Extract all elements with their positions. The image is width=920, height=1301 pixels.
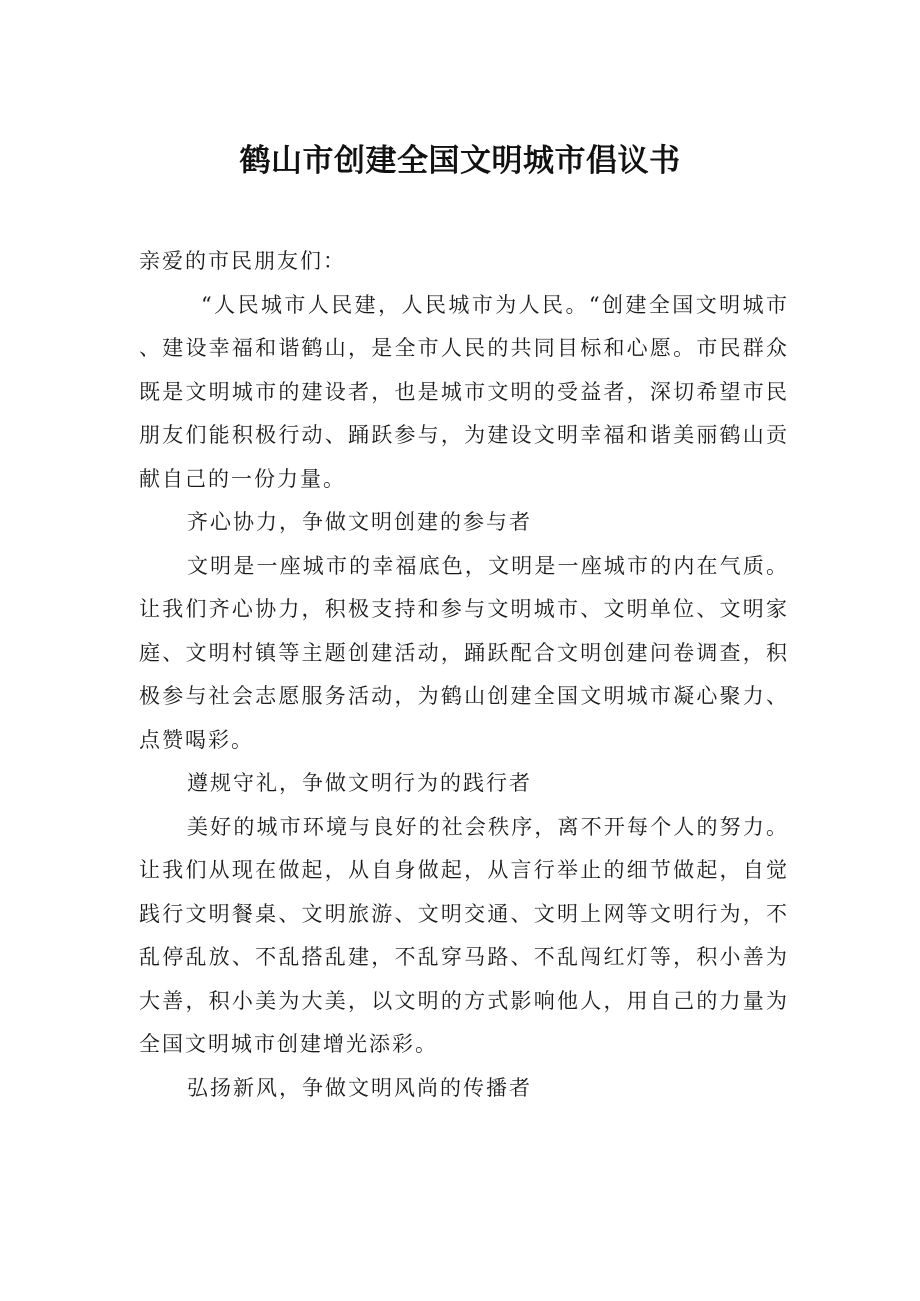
- salutation: 亲爱的市民朋友们：: [139, 249, 346, 273]
- document-body: [139, 240, 789, 1110]
- paragraph-intro: “人民城市人民建，人民城市为人民。“创建全国文明城市、建设幸福和谐鹤山，是全市人民的共同目标和心愿。市民群众既是文明城市的建设者，也是城市文明的受益者，深切希望市民朋友们能积极行动、踊跃参与，为建设文明幸福和谐美丽鹤山贡献自己的一份力量。: [139, 292, 789, 491]
- section-heading-participation: 齐心协力，争做文明创建的参与者: [187, 510, 532, 534]
- section-heading-practice: 遵规守礼，争做文明行为的践行者: [187, 771, 532, 795]
- paragraph-practice: 美好的城市环境与良好的社会秩序，离不开每个人的努力。让我们从现在做起，从自身做起，从言行举止的细节做起，自觉践行文明餐桌、文明旅游、文明交通、文明上网等文明行为，不乱停乱放、不乱搭乱建，不乱穿马路、不乱闯红灯等，积小善为大善，积小美为大美，以文明的方式影响他人，用自己的力量为全国文明城市创建增光添彩。: [139, 814, 789, 1056]
- section-heading-promotion: 弘扬新风，争做文明风尚的传播者: [187, 1075, 532, 1100]
- document-title: 鹤山市创建全国文明城市倡议书: [239, 143, 681, 179]
- paragraph-participation: 文明是一座城市的幸福底色，文明是一座城市的内在气质。让我们齐心协力，积极支持和参与文明城市、文明单位、文明家庭、文明村镇等主题创建活动，踊跃配合文明创建问卷调查，积极参与社会志愿服务活动，为鹤山创建全国文明城市凝心聚力、点赞喝彩。: [139, 553, 789, 752]
